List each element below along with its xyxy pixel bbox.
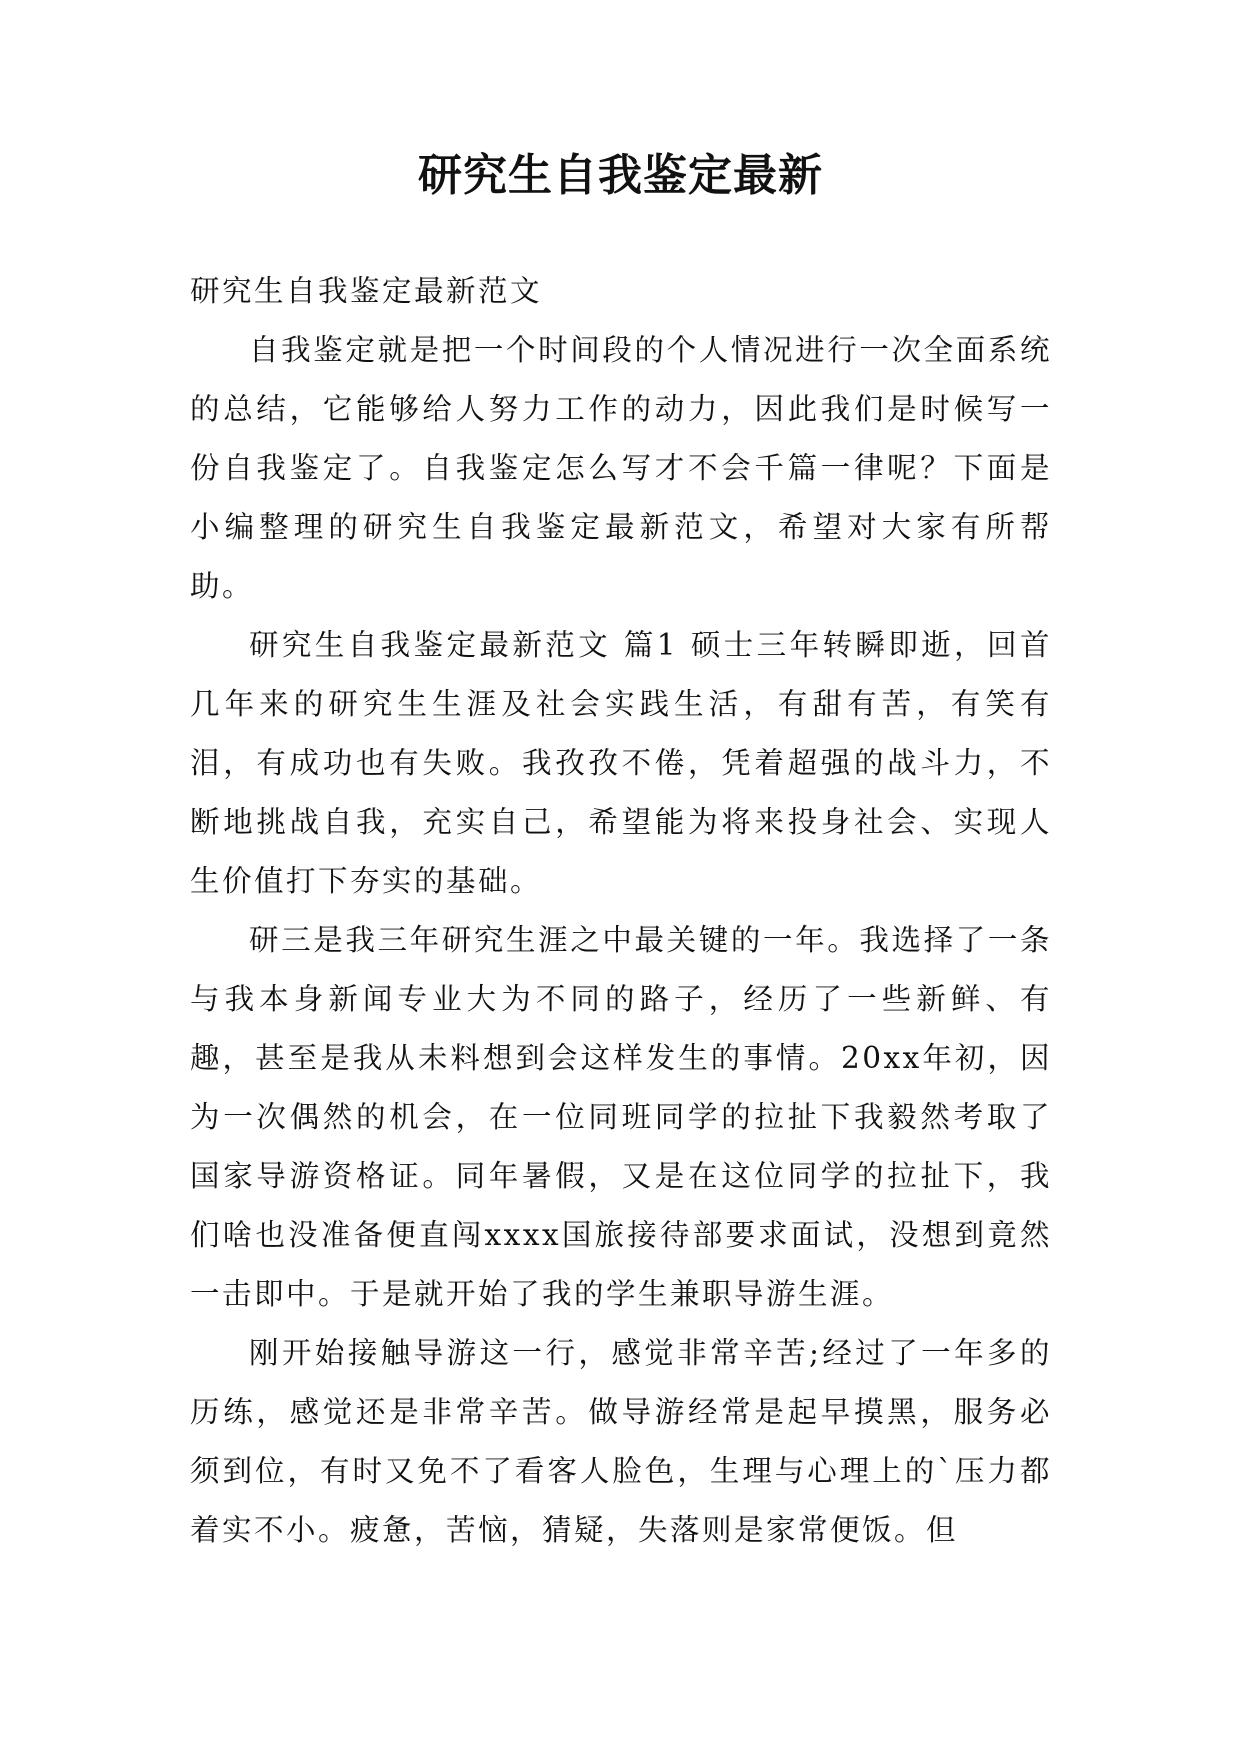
- paragraph-section-1: 研究生自我鉴定最新范文 篇1 硕士三年转瞬即逝，回首几年来的研究生生涯及社会实践生活，有甜有苦，有笑有泪，有成功也有失败。我孜孜不倦，凭着超强的战斗力，不断地挑战自我，充实自己，希望能为将来投身社会、实现人生价值打下夯实的基础。: [190, 628, 1052, 898]
- document-title: 研究生自我鉴定最新: [418, 150, 823, 201]
- paragraph-third-year: 研三是我三年研究生涯之中最关键的一年。我选择了一条与我本身新闻专业大为不同的路子，经历了一些新鲜、有趣，甚至是我从未料想到会这样发生的事情。20xx年初，因为一次偶然的机会，在一位同班同学的拉扯下我毅然考取了国家导游资格证。同年暑假，又是在这位同学的拉扯下，我们啥也没准备便直闯xxxx国旅接待部要求面试，没想到竟然一击即中。于是就开始了我的学生兼职导游生涯。: [190, 923, 1052, 1311]
- paragraph-tour-guide: 刚开始接触导游这一行，感觉非常辛苦;经过了一年多的历练，感觉还是非常辛苦。做导游经常是起早摸黑，服务必须到位，有时又免不了看客人脸色，生理与心理上的`压力都着实不小。疲惫，苦恼，猜疑，失落则是家常便饭。但: [190, 1336, 1052, 1547]
- paragraph-intro: 自我鉴定就是把一个时间段的个人情况进行一次全面系统的总结，它能够给人努力工作的动力，因此我们是时候写一份自我鉴定了。自我鉴定怎么写才不会千篇一律呢？下面是小编整理的研究生自我鉴定最新范文，希望对大家有所帮助。: [190, 333, 1052, 603]
- document-subtitle: 研究生自我鉴定最新范文: [190, 274, 543, 308]
- document-body: [190, 262, 1052, 1560]
